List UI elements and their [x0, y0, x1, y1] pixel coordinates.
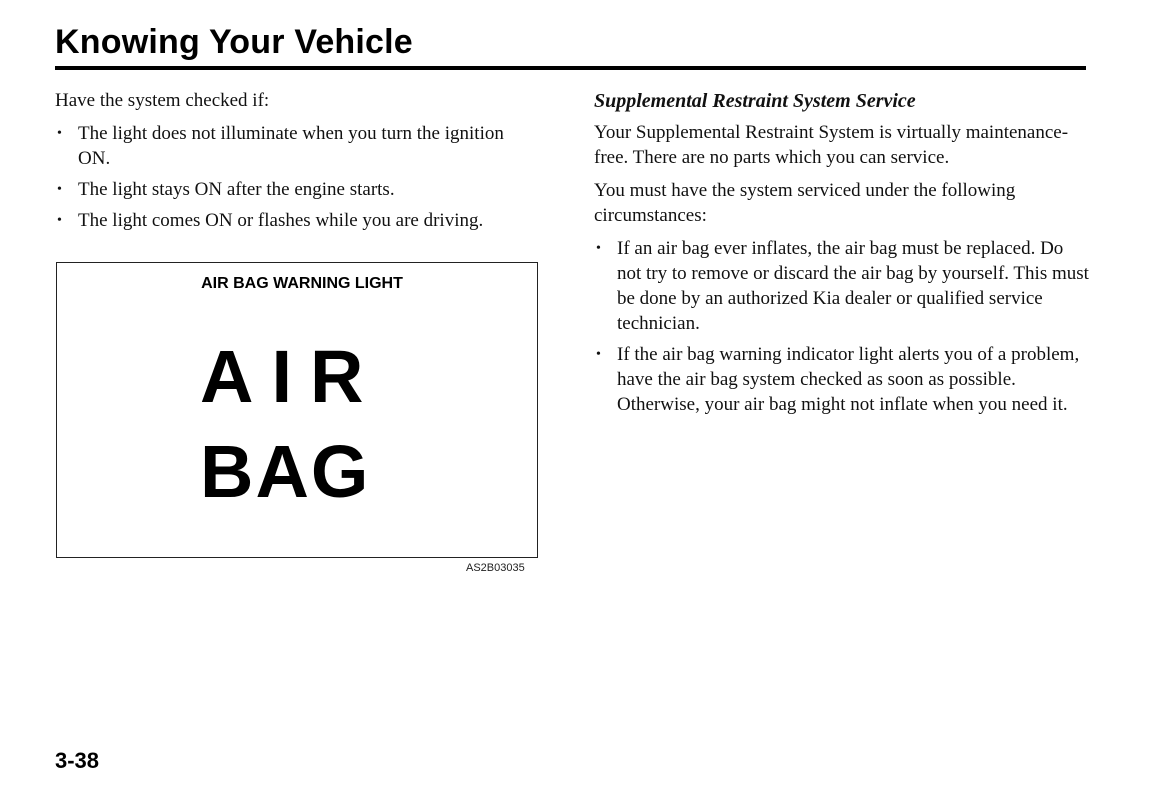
- bullet-icon: •: [57, 126, 62, 141]
- bullet-icon: •: [57, 213, 62, 228]
- figure-caption: AIR BAG WARNING LIGHT: [201, 275, 403, 292]
- bullet-icon: •: [596, 241, 601, 256]
- bullet-icon: •: [596, 347, 601, 362]
- air-bag-light-text-air: AIR: [200, 335, 382, 418]
- list-item-text: If an air bag ever inflates, the air bag must be replaced. Do not try to remove or discard the air bag by yourself. This must be done by an authorized Kia dealer or qualified service technician.: [617, 238, 1089, 334]
- bullet-icon: •: [57, 182, 62, 197]
- page-number: 3-38: [55, 748, 100, 773]
- list-item-text: The light stays ON after the engine starts.: [78, 179, 395, 200]
- section-heading: Supplemental Restraint System Service: [594, 90, 916, 112]
- check-conditions-list: [55, 121, 525, 233]
- list-item: [594, 236, 1089, 336]
- service-circumstances-paragraph: You must have the system serviced under the following circumstances:: [594, 180, 1016, 226]
- left-column: [55, 88, 525, 239]
- list-item: [55, 208, 525, 233]
- maintenance-paragraph: Your Supplemental Restraint System is virtually maintenance-free. There are no parts which you can service.: [594, 122, 1069, 168]
- page-title: Knowing Your Vehicle: [55, 23, 413, 61]
- list-item-text: The light comes ON or flashes while you are driving.: [78, 210, 484, 231]
- figure-code: AS2B03035: [466, 562, 525, 574]
- list-item-text: If the air bag warning indicator light alerts you of a problem, have the air bag system checked as soon as possible. Otherwise, your air bag might not inflate when you need it.: [617, 344, 1080, 415]
- air-bag-light-text-bag: BAG: [200, 430, 371, 513]
- check-intro-text: Have the system checked if:: [55, 90, 270, 111]
- list-item: [55, 121, 525, 171]
- service-conditions-list: [594, 236, 1089, 417]
- right-column: [594, 88, 1089, 423]
- air-bag-warning-figure: [56, 262, 538, 558]
- title-divider: [55, 66, 1086, 70]
- list-item-text: The light does not illuminate when you turn the ignition ON.: [78, 123, 504, 169]
- list-item: [594, 342, 1089, 417]
- list-item: [55, 177, 525, 202]
